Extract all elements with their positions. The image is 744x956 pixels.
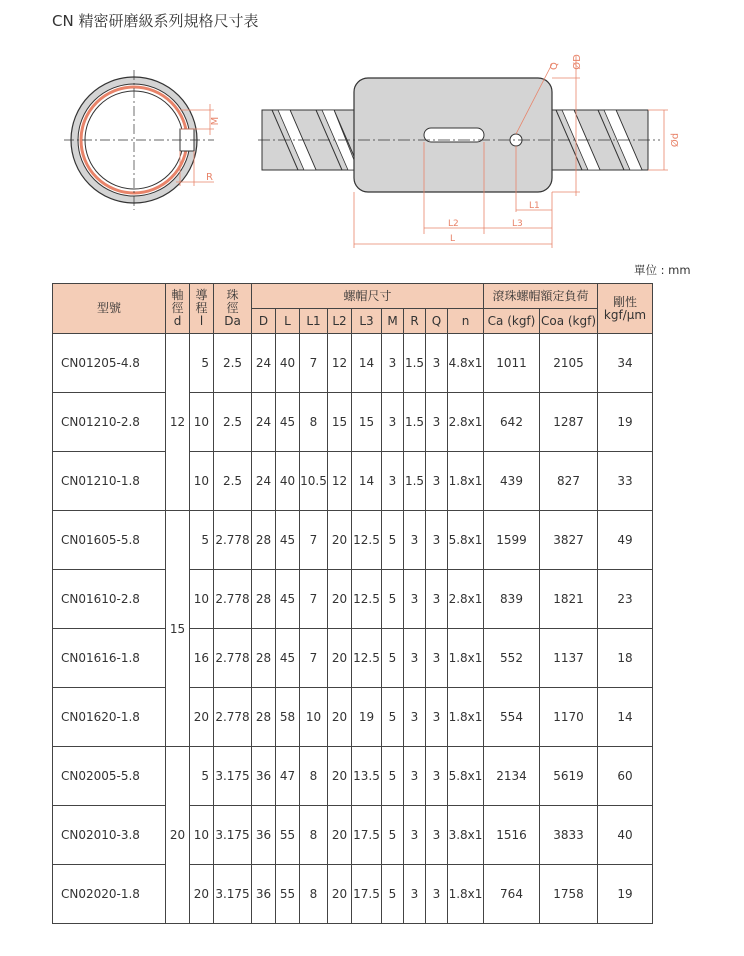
- header-model: 型號: [53, 284, 166, 334]
- label-L2: L2: [448, 219, 459, 229]
- cell-l: 20: [190, 865, 214, 924]
- cell-shaft-diameter: 20: [166, 747, 190, 924]
- label-L: L: [450, 234, 456, 244]
- cell-k: 33: [598, 452, 653, 511]
- cell-R: 3: [404, 865, 426, 924]
- cell-M: 5: [382, 747, 404, 806]
- cell-Da: 2.778: [214, 570, 252, 629]
- cell-n: 1.8x1: [448, 452, 484, 511]
- header-L: L: [276, 309, 300, 334]
- cell-l: 10: [190, 806, 214, 865]
- table-row: [53, 570, 653, 629]
- cell-M: 5: [382, 570, 404, 629]
- cell-Q: 3: [426, 865, 448, 924]
- cell-D: 36: [252, 747, 276, 806]
- spec-table-body: [53, 334, 653, 924]
- cell-model: CN02005-5.8: [53, 747, 166, 806]
- cell-L: 55: [276, 806, 300, 865]
- cell-Da: 3.175: [214, 747, 252, 806]
- table-row: [53, 452, 653, 511]
- cell-R: 3: [404, 629, 426, 688]
- cell-Q: 3: [426, 806, 448, 865]
- cell-L3: 17.5: [352, 806, 382, 865]
- cell-l: 10: [190, 452, 214, 511]
- cell-L1: 7: [300, 334, 328, 393]
- cell-L2: 15: [328, 393, 352, 452]
- cell-Da: 2.778: [214, 688, 252, 747]
- cell-Ca: 1516: [484, 806, 540, 865]
- page-title: CN 精密研磨級系列規格尺寸表: [52, 12, 259, 30]
- unit-label: 單位 : mm: [634, 263, 691, 277]
- cell-k: 14: [598, 688, 653, 747]
- cell-L3: 17.5: [352, 865, 382, 924]
- cell-k: 23: [598, 570, 653, 629]
- cell-R: 3: [404, 688, 426, 747]
- cell-M: 3: [382, 452, 404, 511]
- label-d: Ød: [670, 132, 681, 148]
- header-ball: 珠 徑 Da: [214, 284, 252, 334]
- cell-L: 45: [276, 511, 300, 570]
- header-M: M: [382, 309, 404, 334]
- cell-L2: 20: [328, 629, 352, 688]
- cell-k: 40: [598, 806, 653, 865]
- header-Ca: Ca (kgf): [484, 309, 540, 334]
- cell-D: 24: [252, 452, 276, 511]
- cell-l: 5: [190, 334, 214, 393]
- cell-L2: 20: [328, 688, 352, 747]
- cell-l: 10: [190, 570, 214, 629]
- cell-Coa: 1170: [540, 688, 598, 747]
- header-Coa: Coa (kgf): [540, 309, 598, 334]
- cell-Ca: 839: [484, 570, 540, 629]
- cell-Da: 2.5: [214, 393, 252, 452]
- cell-Q: 3: [426, 511, 448, 570]
- cell-Q: 3: [426, 747, 448, 806]
- table-row: [53, 334, 653, 393]
- cell-Ca: 2134: [484, 747, 540, 806]
- cell-n: 1.8x1: [448, 629, 484, 688]
- cell-Coa: 5619: [540, 747, 598, 806]
- cell-shaft-diameter: 15: [166, 511, 190, 747]
- label-D: ØD: [572, 54, 583, 70]
- cell-D: 24: [252, 393, 276, 452]
- cell-L1: 8: [300, 747, 328, 806]
- cell-Q: 3: [426, 688, 448, 747]
- table-row: [53, 806, 653, 865]
- cell-model: CN01205-4.8: [53, 334, 166, 393]
- cell-Q: 3: [426, 452, 448, 511]
- cell-k: 19: [598, 865, 653, 924]
- cell-Q: 3: [426, 629, 448, 688]
- cell-M: 5: [382, 865, 404, 924]
- cell-M: 5: [382, 629, 404, 688]
- cell-L1: 8: [300, 393, 328, 452]
- cell-L3: 14: [352, 452, 382, 511]
- cell-L1: 7: [300, 511, 328, 570]
- header-R: R: [404, 309, 426, 334]
- header-L2: L2: [328, 309, 352, 334]
- cell-L2: 20: [328, 806, 352, 865]
- header-n: n: [448, 309, 484, 334]
- cell-L3: 12.5: [352, 511, 382, 570]
- cell-L1: 8: [300, 865, 328, 924]
- header-axis: 軸 徑 d: [166, 284, 190, 334]
- cell-M: 5: [382, 806, 404, 865]
- cell-n: 2.8x1: [448, 393, 484, 452]
- cell-L3: 12.5: [352, 570, 382, 629]
- cell-L: 47: [276, 747, 300, 806]
- cell-D: 36: [252, 806, 276, 865]
- cell-l: 20: [190, 688, 214, 747]
- cell-k: 49: [598, 511, 653, 570]
- cell-L: 45: [276, 570, 300, 629]
- cell-Ca: 1599: [484, 511, 540, 570]
- header-nut-dims: 螺帽尺寸: [252, 284, 484, 309]
- header-L1: L1: [300, 309, 328, 334]
- cell-R: 1.5: [404, 334, 426, 393]
- cell-Q: 3: [426, 334, 448, 393]
- cell-model: CN01210-1.8: [53, 452, 166, 511]
- cell-n: 5.8x1: [448, 511, 484, 570]
- cell-Ca: 552: [484, 629, 540, 688]
- cell-Da: 3.175: [214, 865, 252, 924]
- cell-D: 28: [252, 688, 276, 747]
- cell-l: 16: [190, 629, 214, 688]
- cell-Ca: 439: [484, 452, 540, 511]
- cell-L: 40: [276, 334, 300, 393]
- cell-L: 45: [276, 629, 300, 688]
- cell-k: 18: [598, 629, 653, 688]
- cell-Coa: 827: [540, 452, 598, 511]
- cell-model: CN01610-2.8: [53, 570, 166, 629]
- label-L3: L3: [512, 219, 523, 229]
- header-stiffness: 剛性 kgf/μm: [598, 284, 653, 334]
- cell-n: 3.8x1: [448, 806, 484, 865]
- label-R: R: [206, 172, 213, 183]
- cell-R: 3: [404, 570, 426, 629]
- cell-M: 3: [382, 393, 404, 452]
- cell-Ca: 1011: [484, 334, 540, 393]
- cell-Ca: 554: [484, 688, 540, 747]
- cell-shaft-diameter: 12: [166, 334, 190, 511]
- cell-Coa: 1287: [540, 393, 598, 452]
- cell-R: 3: [404, 747, 426, 806]
- cell-Coa: 3833: [540, 806, 598, 865]
- cell-n: 1.8x1: [448, 688, 484, 747]
- cell-model: CN01620-1.8: [53, 688, 166, 747]
- cell-L1: 10: [300, 688, 328, 747]
- cell-k: 60: [598, 747, 653, 806]
- label-M: M: [210, 116, 221, 126]
- cell-n: 4.8x1: [448, 334, 484, 393]
- table-row: [53, 629, 653, 688]
- cell-l: 5: [190, 747, 214, 806]
- cell-R: 1.5: [404, 452, 426, 511]
- table-row: [53, 511, 653, 570]
- cell-n: 2.8x1: [448, 570, 484, 629]
- cell-L1: 7: [300, 570, 328, 629]
- cell-L2: 20: [328, 570, 352, 629]
- cell-L: 58: [276, 688, 300, 747]
- cell-L2: 20: [328, 865, 352, 924]
- header-D: D: [252, 309, 276, 334]
- cell-L2: 20: [328, 511, 352, 570]
- cell-model: CN02020-1.8: [53, 865, 166, 924]
- cell-M: 5: [382, 511, 404, 570]
- cell-model: CN01210-2.8: [53, 393, 166, 452]
- table-row: [53, 865, 653, 924]
- cell-Coa: 1758: [540, 865, 598, 924]
- cell-Da: 3.175: [214, 806, 252, 865]
- ballscrew-drawing: [0, 0, 744, 260]
- label-L1: L1: [529, 201, 540, 211]
- cell-n: 1.8x1: [448, 865, 484, 924]
- cell-L1: 7: [300, 629, 328, 688]
- cell-L3: 13.5: [352, 747, 382, 806]
- side-view: [258, 54, 681, 248]
- cell-Coa: 2105: [540, 334, 598, 393]
- cell-Coa: 1137: [540, 629, 598, 688]
- cell-L3: 14: [352, 334, 382, 393]
- cell-Ca: 764: [484, 865, 540, 924]
- cell-M: 5: [382, 688, 404, 747]
- cell-D: 36: [252, 865, 276, 924]
- cell-Da: 2.778: [214, 629, 252, 688]
- table-row: [53, 747, 653, 806]
- end-view: [64, 70, 221, 210]
- cell-Coa: 3827: [540, 511, 598, 570]
- cell-l: 10: [190, 393, 214, 452]
- cell-Q: 3: [426, 393, 448, 452]
- cell-L3: 15: [352, 393, 382, 452]
- cell-L: 55: [276, 865, 300, 924]
- cell-model: CN02010-3.8: [53, 806, 166, 865]
- spec-table: [52, 283, 653, 924]
- cell-n: 5.8x1: [448, 747, 484, 806]
- cell-R: 3: [404, 511, 426, 570]
- cell-D: 24: [252, 334, 276, 393]
- cell-model: CN01616-1.8: [53, 629, 166, 688]
- cell-L2: 12: [328, 334, 352, 393]
- cell-l: 5: [190, 511, 214, 570]
- cell-D: 28: [252, 629, 276, 688]
- cell-L1: 10.5: [300, 452, 328, 511]
- cell-Da: 2.778: [214, 511, 252, 570]
- cell-L2: 20: [328, 747, 352, 806]
- cell-D: 28: [252, 511, 276, 570]
- header-Q: Q: [426, 309, 448, 334]
- header-L3: L3: [352, 309, 382, 334]
- table-row: [53, 393, 653, 452]
- cell-R: 1.5: [404, 393, 426, 452]
- cell-Coa: 1821: [540, 570, 598, 629]
- label-Q: Q: [549, 62, 560, 70]
- cell-Q: 3: [426, 570, 448, 629]
- cell-L1: 8: [300, 806, 328, 865]
- header-load: 滾珠螺帽額定負荷: [484, 284, 598, 309]
- cell-Da: 2.5: [214, 452, 252, 511]
- cell-L: 45: [276, 393, 300, 452]
- cell-k: 34: [598, 334, 653, 393]
- cell-L3: 12.5: [352, 629, 382, 688]
- cell-L: 40: [276, 452, 300, 511]
- cell-M: 3: [382, 334, 404, 393]
- cell-Ca: 642: [484, 393, 540, 452]
- cell-L2: 12: [328, 452, 352, 511]
- cell-L3: 19: [352, 688, 382, 747]
- table-row: [53, 688, 653, 747]
- cell-model: CN01605-5.8: [53, 511, 166, 570]
- header-lead: 導 程 l: [190, 284, 214, 334]
- cell-k: 19: [598, 393, 653, 452]
- cell-Da: 2.5: [214, 334, 252, 393]
- cell-R: 3: [404, 806, 426, 865]
- cell-D: 28: [252, 570, 276, 629]
